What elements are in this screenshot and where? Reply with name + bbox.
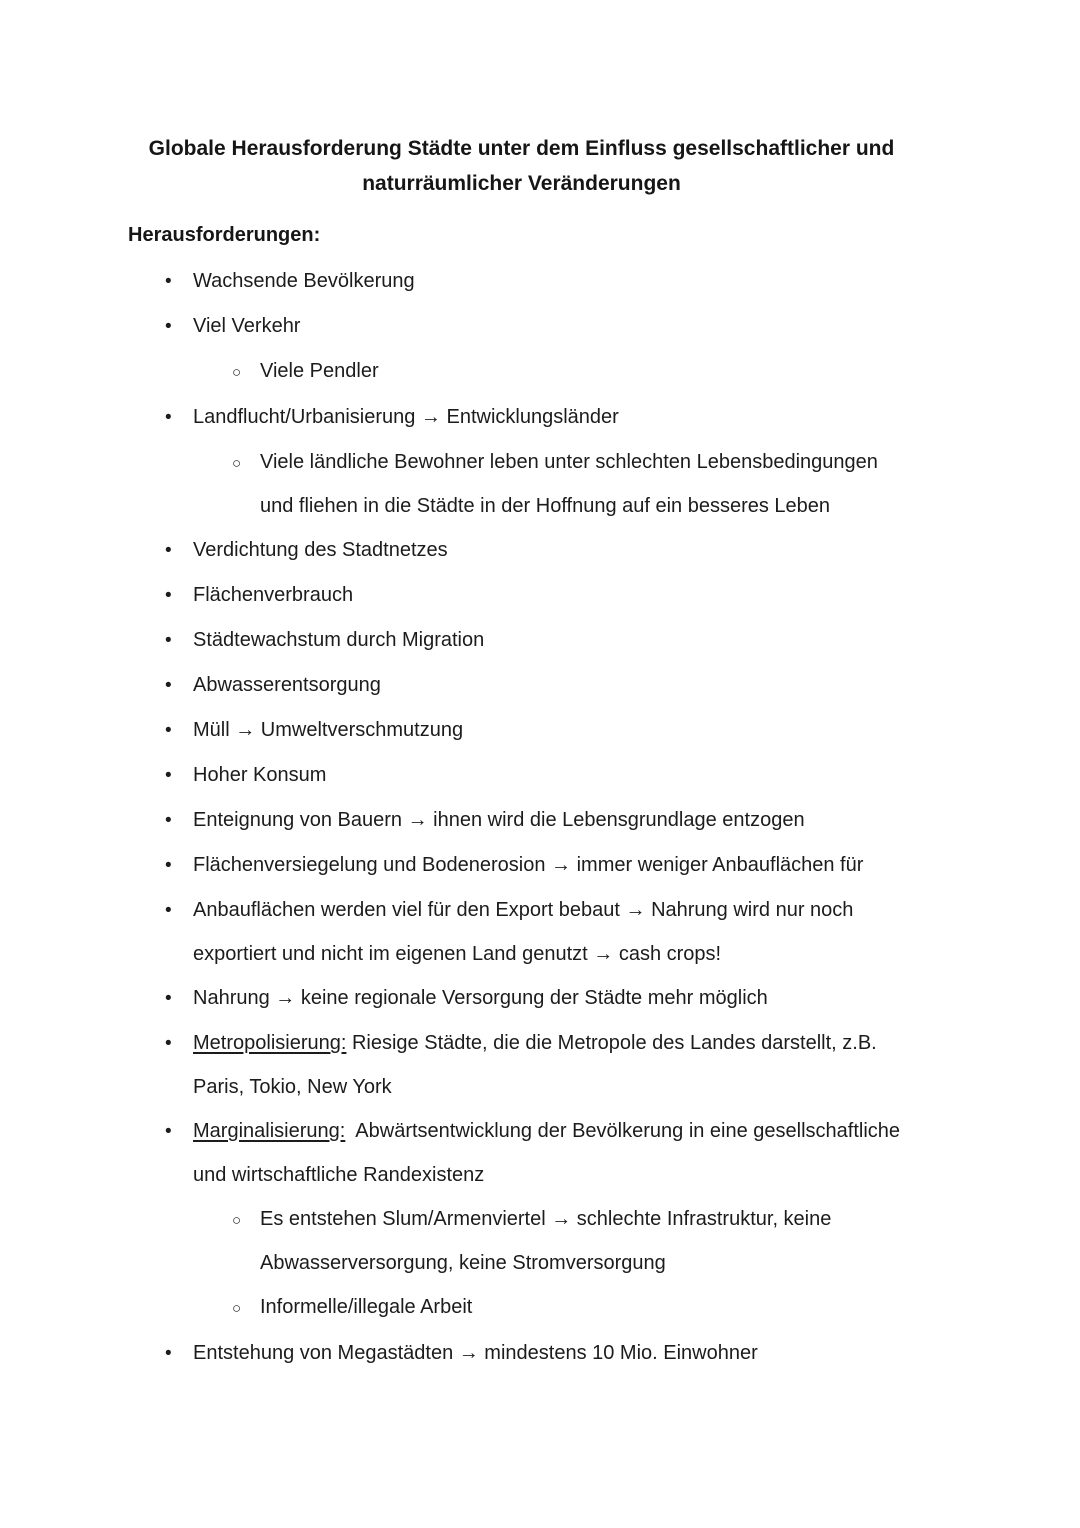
list-item [128,573,915,618]
bullet-icon: • [165,675,172,696]
list-item [128,843,915,888]
list-item [128,1109,915,1197]
list-item-text: Enteignung von Bauern → ihnen wird die Lebensgrundlage entzogen [193,809,805,831]
circle-bullet-icon: ○ [232,1212,242,1229]
list-item-text: Flächenversiegelung und Bodenerosion → immer weniger Anbauflächen für [193,854,864,876]
list-item-text-rest: Riesige Städte, die die Metropole des Landes darstellt, z.B. Paris, Tokio, New York [193,1032,883,1098]
list-item-text: Viele Pendler [260,360,379,382]
bullet-icon: • [165,271,172,292]
list-item-text: Informelle/illegale Arbeit [260,1296,473,1318]
list-item [128,395,915,440]
underlined-term: Marginalisierung: [193,1120,346,1142]
bullet-icon: • [165,585,172,606]
list-item [128,259,915,304]
list-item-text: Viele ländliche Bewohner leben unter schlechten Lebensbedingungen und fliehen in die Städte in der Hoffnung auf ein besseres Leben [260,451,884,517]
document-title [128,131,915,201]
circle-bullet-icon: ○ [232,364,242,381]
list-item [128,798,915,843]
list-item [128,618,915,663]
bullet-list [128,259,915,1376]
bullet-icon: • [165,765,172,786]
list-item [128,976,915,1021]
underlined-term: Metropolisierung: [193,1032,347,1054]
list-item [128,753,915,798]
section-heading: Herausforderungen: [128,224,321,246]
list-item-text: Wachsende Bevölkerung [193,270,415,292]
list-item [128,349,915,395]
list-item [128,1285,915,1331]
list-item-text: Entstehung von Megastädten → mindestens 10 Mio. Einwohner [193,1342,758,1364]
list-item [128,1197,915,1285]
list-item-text: Abwasserentsorgung [193,674,381,696]
bullet-icon: • [165,988,172,1009]
list-item [128,440,915,528]
document-title-line2: naturräumlicher Veränderungen [362,172,681,195]
list-item-text: Anbauflächen werden viel für den Export bebaut → Nahrung wird nur noch exportiert und nicht im eigenen Land genutzt → cash crops! [193,899,859,965]
list-item-text: Verdichtung des Stadtnetzes [193,539,448,561]
bullet-icon: • [165,855,172,876]
list-item-text: Städtewachstum durch Migration [193,629,485,651]
bullet-icon: • [165,316,172,337]
list-item-text-rest: Abwärtsentwicklung der Bevölkerung in eine gesellschaftliche und wirtschaftliche Randexistenz [193,1120,906,1186]
list-item-text: Müll → Umweltverschmutzung [193,719,464,741]
list-item [128,708,915,753]
bullet-icon: • [165,1033,172,1054]
list-item [128,663,915,708]
circle-bullet-icon: ○ [232,1300,242,1317]
bullet-icon: • [165,810,172,831]
list-item-text: Flächenverbrauch [193,584,354,606]
list-item-text: Es entstehen Slum/Armenviertel → schlechte Infrastruktur, keine Abwasserversorgung, keine Stromversorgung [260,1208,836,1274]
bullet-icon: • [165,407,172,428]
list-item-text [193,1109,915,1197]
bullet-icon: • [165,540,172,561]
bullet-icon: • [165,630,172,651]
circle-bullet-icon: ○ [232,455,242,472]
bullet-icon: • [165,900,172,921]
list-item-text: Nahrung → keine regionale Versorgung der Städte mehr möglich [193,987,768,1009]
list-item [128,528,915,573]
list-item [128,1331,915,1376]
list-item-text: Hoher Konsum [193,764,327,786]
bullet-icon: • [165,1121,172,1142]
list-item [128,304,915,349]
list-item [128,1021,915,1109]
list-item-text: Landflucht/Urbanisierung → Entwicklungsländer [193,406,619,428]
list-item-text: Viel Verkehr [193,315,301,337]
list-item [128,888,915,976]
bullet-icon: • [165,1343,172,1364]
list-item-text [193,1021,915,1109]
bullet-icon: • [165,720,172,741]
document-title-line1: Globale Herausforderung Städte unter dem Einfluss gesellschaftlicher und [148,137,895,160]
